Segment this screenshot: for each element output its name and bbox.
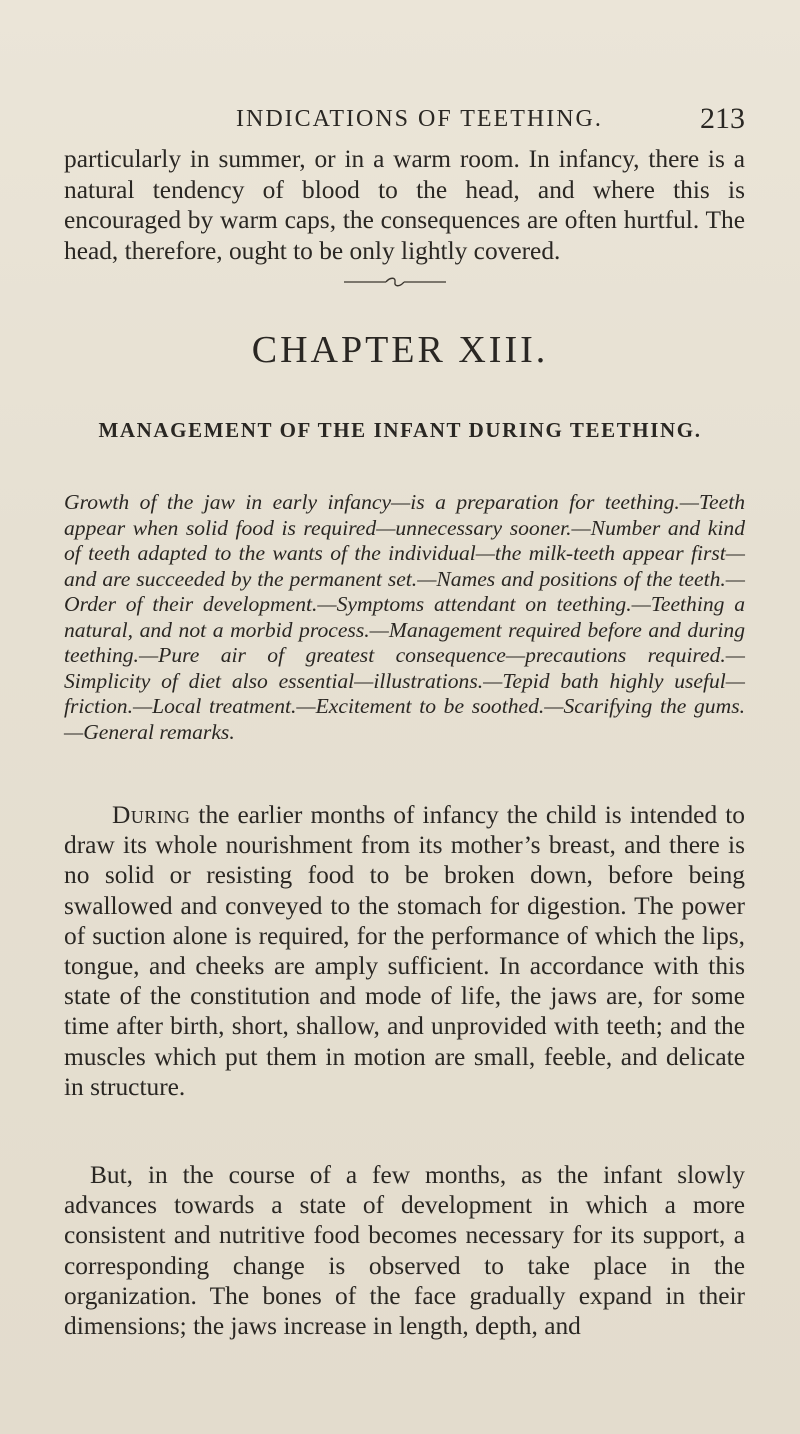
- ornament-divider-icon: [340, 276, 450, 288]
- chapter-subtitle: MANAGEMENT OF THE INFANT DURING TEETHING.: [98, 418, 702, 442]
- paragraph-lead-word: During: [112, 801, 191, 829]
- opening-paragraph: particularly in summer, or in a warm room. In infancy, there is a natural tendency of blood to the head, and where this is encouraged by warm caps, the consequences are often hurtful. The head, therefore, ought to be only lightly covered.: [64, 145, 745, 265]
- body-paragraph-2: But, in the course of a few months, as the infant slowly advances towards a state of development in which a more consistent and nutritive food becomes necessary for its support, a corresponding change is observed to take place in the organization. The bones of the face gradually expand in their dimensions; the jaws increase in length, depth, and: [64, 1161, 745, 1341]
- running-head: [0, 102, 800, 140]
- chapter-heading: CHAPTER XIII.: [251, 329, 549, 371]
- paragraph-text: the earlier months of infancy the child is intended to draw its whole nourishment from its mother’s breast, and there is no solid or resisting food to be broken down, before being swallowed and conveyed to the stomach for digestion. The power of suction alone is required, for the performance of which the lips, tongue, and cheeks are amply sufficient. In accordance with this state of the constitution and mode of life, the jaws are, for some time after birth, short, shallow, and unprovided with teeth; and the muscles which put them in motion are small, feeble, and delicate in structure.: [64, 801, 745, 1101]
- body-paragraph-1: [64, 800, 745, 1102]
- chapter-summary: Growth of the jaw in early infancy—is a preparation for teething.—Teeth appear when solid food is required—unnecessary sooner.—Number and kind of teeth adapted to the wants of the individual—the milk-teeth appear first—and are succeeded by the permanent set.—Names and positions of the teeth.—Order of their development.—Symptoms attendant on teething.—Teething a natural, and not a morbid process.—Management required before and during teething.—Pure air of greatest consequence—precautions required.—Simplicity of diet also essential—illustrations.—Tepid bath highly useful—friction.—Local treatment.—Excitement to be soothed.—Scarifying the gums.—General remarks.: [64, 490, 745, 744]
- running-title: INDICATIONS OF TEETHING.: [236, 106, 603, 132]
- page-number: 213: [700, 102, 745, 135]
